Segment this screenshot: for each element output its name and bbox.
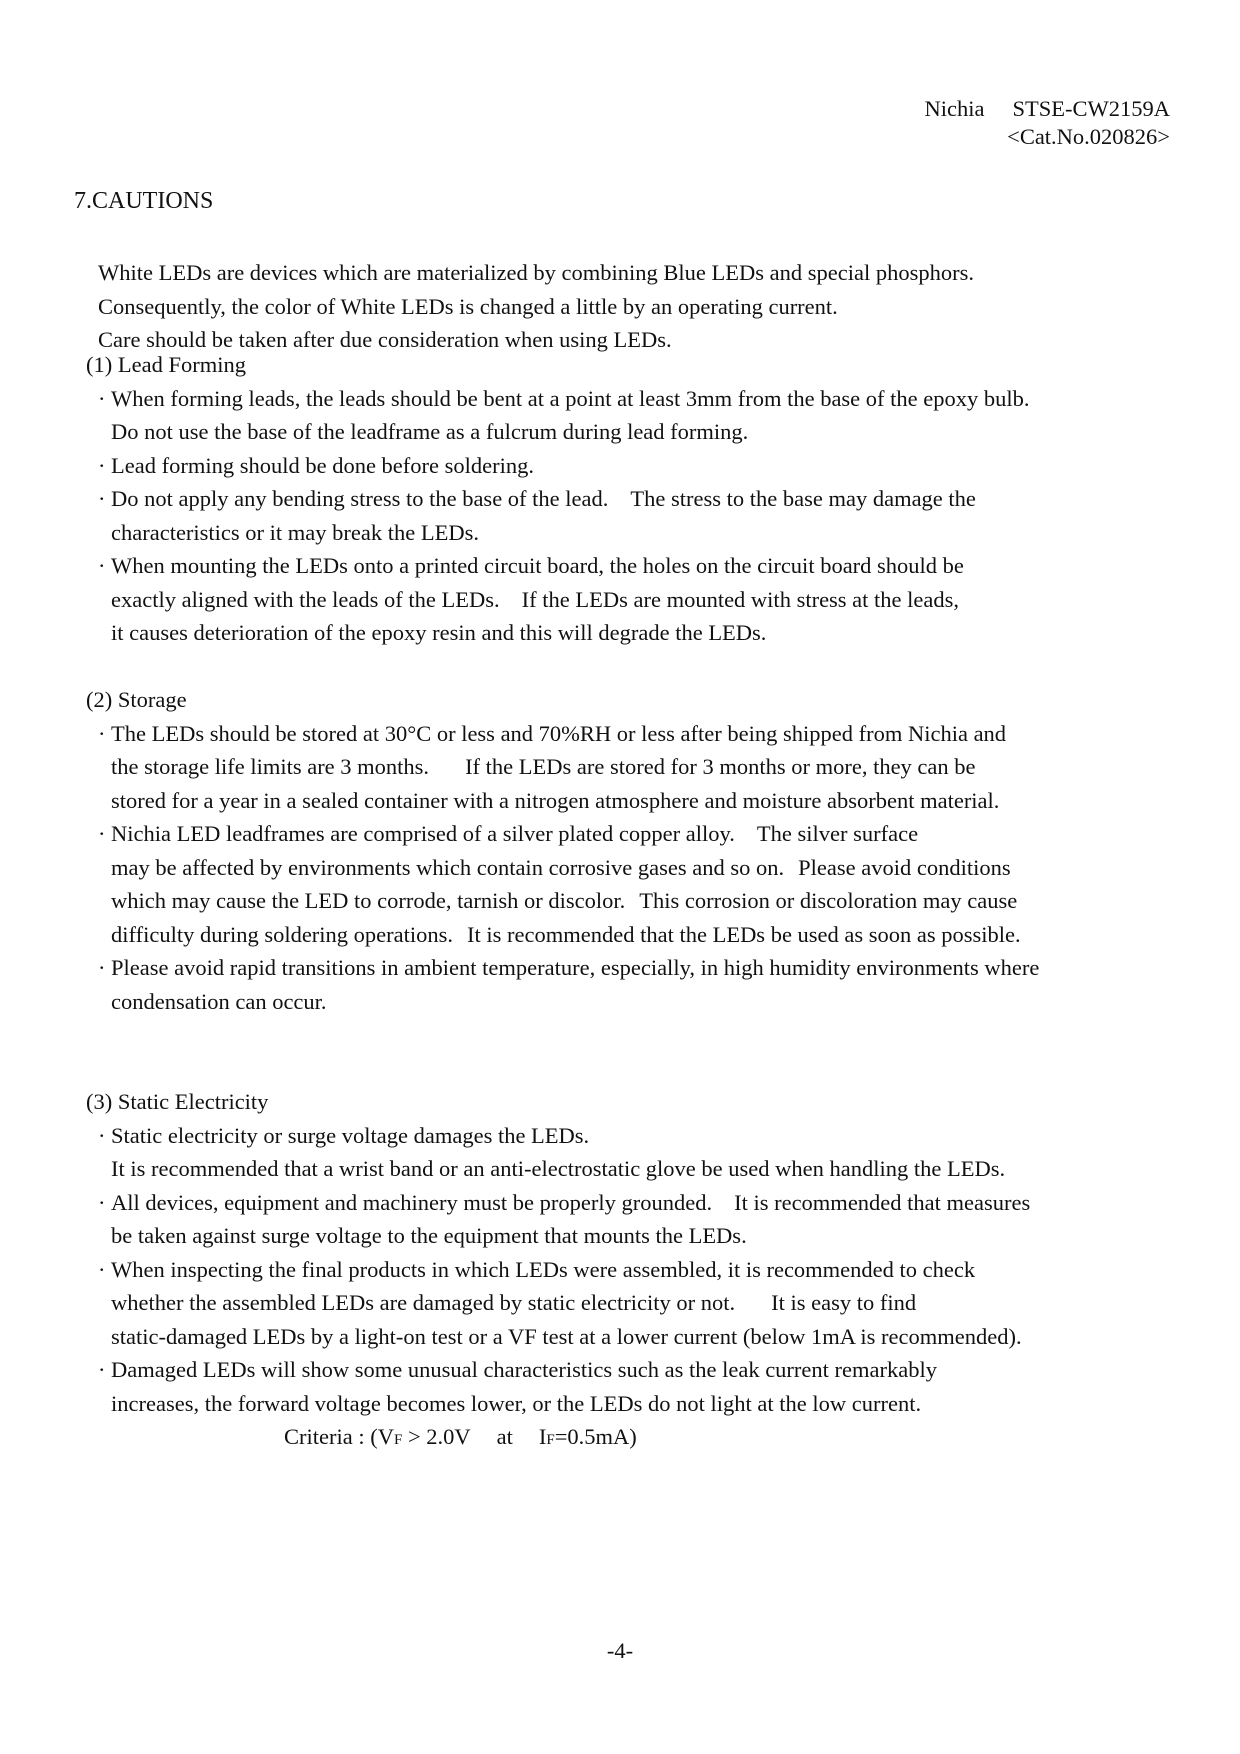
list-item-text: Do not apply any bending stress to the base of the lead. (111, 486, 609, 511)
list-item-text: When mounting the LEDs onto a printed circuit board, the holes on the circuit board should be (111, 553, 964, 578)
criteria-line (86, 1420, 1030, 1458)
list-item-text: Please avoid rapid transitions in ambient temperature, especially, in high humidity environments where (111, 955, 1040, 980)
bullet-dot: · (98, 1122, 106, 1148)
bullet-dot: · (98, 486, 106, 511)
list-item (86, 1253, 1030, 1354)
catalog-number: <Cat.No.020826> (1007, 124, 1170, 149)
list-item-text: Please avoid conditions (798, 854, 1011, 880)
list-item-text: It is recommended that the LEDs be used as soon as possible. (467, 921, 1021, 947)
list-item (86, 449, 1030, 483)
list-item-text: The silver surface (756, 821, 919, 846)
list-item-text: The LEDs should be stored at 30°C or less and 70%RH or less after being shipped from Nichia and (111, 720, 1007, 746)
intro-line: Consequently, the color of White LEDs is changed a little by an operating current. (98, 293, 838, 319)
bullet-dot: · (98, 1189, 106, 1215)
list-item-text: which may cause the LED to corrode, tarnish or discolor. (111, 888, 626, 913)
list-item-text: difficulty during soldering operations. (111, 921, 454, 947)
list-item-text: It is easy to find (771, 1290, 917, 1315)
section-lead-forming (86, 348, 1030, 650)
list-item-text: Static electricity or surge voltage damages the LEDs. (111, 1122, 590, 1148)
criteria-at: at (496, 1424, 513, 1449)
list-item-text: exactly aligned with the leads of the LEDs. (111, 586, 500, 612)
list-item (86, 717, 1039, 818)
bullet-dot: · (98, 553, 106, 578)
list-item-text: condensation can occur. (111, 988, 327, 1014)
list-item-text: When inspecting the final products in which LEDs were assembled, it is recommended to check (111, 1256, 976, 1282)
bullet-dot: · (98, 1357, 106, 1382)
list-item (86, 1186, 1030, 1253)
list-item-text: Do not use the base of the leadframe as a fulcrum during lead forming. (111, 419, 749, 444)
list-item (86, 951, 1039, 1018)
list-item-text: the storage life limits are 3 months. (111, 754, 430, 779)
document-header (925, 94, 1170, 124)
list-item-text: Lead forming should be done before soldering. (111, 452, 535, 478)
list-item (86, 1119, 1030, 1186)
vf-subscript: F (393, 1432, 403, 1448)
company-name: Nichia (924, 96, 985, 121)
intro-line: White LEDs are devices which are materialized by combining Blue LEDs and special phosphors. (98, 260, 974, 285)
intro-line: Care should be taken after due consideration when using LEDs. (98, 327, 672, 352)
intro-paragraph (98, 256, 974, 357)
list-item-text: static-damaged LEDs by a light-on test or a VF test at a lower current (below 1mA is recommended). (111, 1323, 1022, 1349)
page-number: -4- (606, 1638, 634, 1663)
bullet-dot: · (98, 821, 106, 846)
if-subscript: F (546, 1432, 555, 1448)
section-static-electricity (86, 1085, 1030, 1458)
list-item (86, 482, 1030, 549)
if-condition: =0.5mA) (554, 1424, 637, 1449)
subsection-title: (2) Storage (86, 687, 187, 712)
list-item (86, 382, 1030, 449)
list-item-text: Damaged LEDs will show some unusual characteristics such as the leak current remarkably (111, 1357, 937, 1382)
list-item-text: Nichia LED leadframes are comprised of a silver plated copper alloy. (111, 821, 735, 846)
criteria-label: Criteria : (V (284, 1424, 394, 1449)
list-item-text: It is recommended that measures (734, 1189, 1031, 1215)
list-item-text: whether the assembled LEDs are damaged by static electricity or not. (111, 1290, 736, 1315)
document-code: STSE-CW2159A (1012, 96, 1170, 121)
section-title: 7.CAUTIONS (74, 188, 214, 214)
list-item-text: When forming leads, the leads should be bent at a point at least 3mm from the base of the epoxy bulb. (111, 385, 1030, 411)
list-item-text: The stress to the base may damage the (630, 486, 976, 511)
list-item-text: If the LEDs are stored for 3 months or more, they can be (465, 754, 976, 779)
if-symbol: I (538, 1424, 547, 1449)
bullet-dot: · (98, 955, 106, 980)
bullet-dot: · (98, 720, 106, 746)
subsection-title: (1) Lead Forming (86, 352, 246, 377)
list-item-text: If the LEDs are mounted with stress at the leads, (521, 586, 960, 612)
bullet-dot: · (98, 385, 106, 411)
section-storage (86, 683, 1039, 1018)
list-item-text: it causes deterioration of the epoxy resin and this will degrade the LEDs. (111, 620, 767, 645)
list-item (86, 817, 1039, 951)
list-item-text: stored for a year in a sealed container with a nitrogen atmosphere and moisture absorbent material. (111, 787, 1000, 813)
bullet-dot: · (98, 1256, 106, 1282)
vf-condition: > 2.0V (402, 1424, 471, 1449)
list-item-text: This corrosion or discoloration may cause (639, 888, 1018, 913)
list-item (86, 1353, 1030, 1420)
list-item (86, 549, 1030, 650)
subsection-title: (3) Static Electricity (86, 1089, 269, 1114)
bullet-dot: · (98, 452, 106, 478)
list-item-text: characteristics or it may break the LEDs. (111, 519, 479, 545)
list-item-text: It is recommended that a wrist band or an anti-electrostatic glove be used when handling the LEDs. (111, 1156, 1006, 1181)
list-item-text: increases, the forward voltage becomes lower, or the LEDs do not light at the low current. (111, 1390, 922, 1416)
list-item-text: may be affected by environments which contain corrosive gases and so on. (111, 854, 785, 880)
list-item-text: be taken against surge voltage to the equipment that mounts the LEDs. (111, 1223, 747, 1248)
list-item-text: All devices, equipment and machinery must be properly grounded. (111, 1189, 713, 1215)
